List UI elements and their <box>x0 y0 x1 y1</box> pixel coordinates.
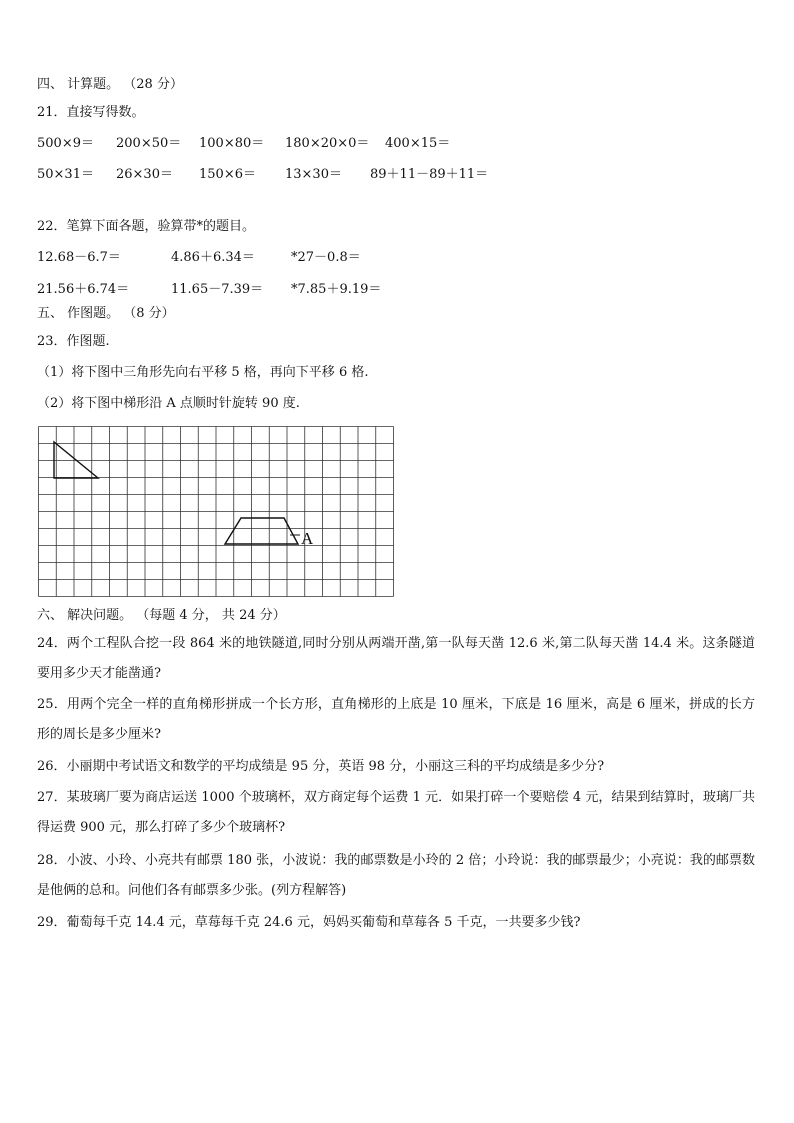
q21-item: 100×80＝ <box>199 136 265 151</box>
question-23-step-1: （1）将下图中三角形先向右平移 5 格，再向下平移 6 格. <box>37 365 369 380</box>
q22-item: 11.65－7.39＝ <box>171 282 264 297</box>
question-23-prompt: 23．作图题. <box>37 334 110 349</box>
q21-item: 500×9＝ <box>37 136 94 151</box>
q22-item: *27－0.8＝ <box>291 250 361 265</box>
problem-24: 24．两个工程队合挖一段 864 米的地铁隧道,同时分别从两端开凿,第一队每天凿 12.6 米,第二队每天凿 14.4 米。这条隧道要用多少天才能凿通? <box>37 636 755 681</box>
q21-item: 150×6＝ <box>199 167 256 182</box>
question-21-prompt: 21．直接写得数。 <box>37 105 145 120</box>
q21-item: 26×30＝ <box>116 167 173 182</box>
q21-item: 89＋11－89＋11＝ <box>370 167 489 182</box>
grid-lines <box>39 427 394 597</box>
problem-27: 27．某玻璃厂要为商店运送 1000 个玻璃杯，双方商定每个运费 1 元．如果打碎一个要赔偿 4 元，结果到结算时，玻璃厂共得运费 900 元，那么打碎了多少个玻璃杯? <box>37 790 755 835</box>
q21-item: 13×30＝ <box>285 167 342 182</box>
point-a-label: A <box>301 529 314 548</box>
problem-29: 29．葡萄每千克 14.4 元，草莓每千克 24.6 元，妈妈买葡萄和草莓各 5 千克，一共要多少钱? <box>37 915 581 930</box>
problem-26: 26．小丽期中考试语文和数学的平均成绩是 95 分，英语 98 分，小丽这三科的平均成绩是多少分? <box>37 759 605 774</box>
question-22-prompt: 22．笔算下面各题，验算带*的题目。 <box>37 219 256 234</box>
problem-28: 28．小波、小玲、小亮共有邮票 180 张，小波说：我的邮票数是小玲的 2 倍；小玲说：我的邮票最少；小亮说：我的邮票数是他俩的总和。问他们各有邮票多少张。(列方程解答) <box>37 853 755 898</box>
problem-25: 25．用两个完全一样的直角梯形拼成一个长方形，直角梯形的上底是 10 厘米，下底是 16 厘米，高是 6 厘米，拼成的长方形的周长是多少厘米? <box>37 697 755 742</box>
q22-item: 12.68－6.7＝ <box>37 250 121 265</box>
q21-item: 180×20×0＝ <box>285 136 370 151</box>
q22-item: *7.85＋9.19＝ <box>291 282 382 297</box>
section-5-heading: 五、 作图题。 （8 分） <box>37 306 175 321</box>
q21-item: 400×15＝ <box>385 136 451 151</box>
drawing-grid-figure <box>38 426 398 605</box>
section-6-heading: 六、 解决问题。 （每题 4 分， 共 24 分） <box>37 608 286 623</box>
q21-item: 50×31＝ <box>37 167 94 182</box>
q22-item: 4.86＋6.34＝ <box>171 250 255 265</box>
square-grid <box>38 426 398 601</box>
q22-item: 21.56＋6.74＝ <box>37 282 130 297</box>
q21-item: 200×50＝ <box>116 136 182 151</box>
question-23-step-2: （2）将下图中梯形沿 A 点顺时针旋转 90 度. <box>37 396 300 411</box>
section-4-heading: 四、 计算题。 （28 分） <box>37 77 183 92</box>
